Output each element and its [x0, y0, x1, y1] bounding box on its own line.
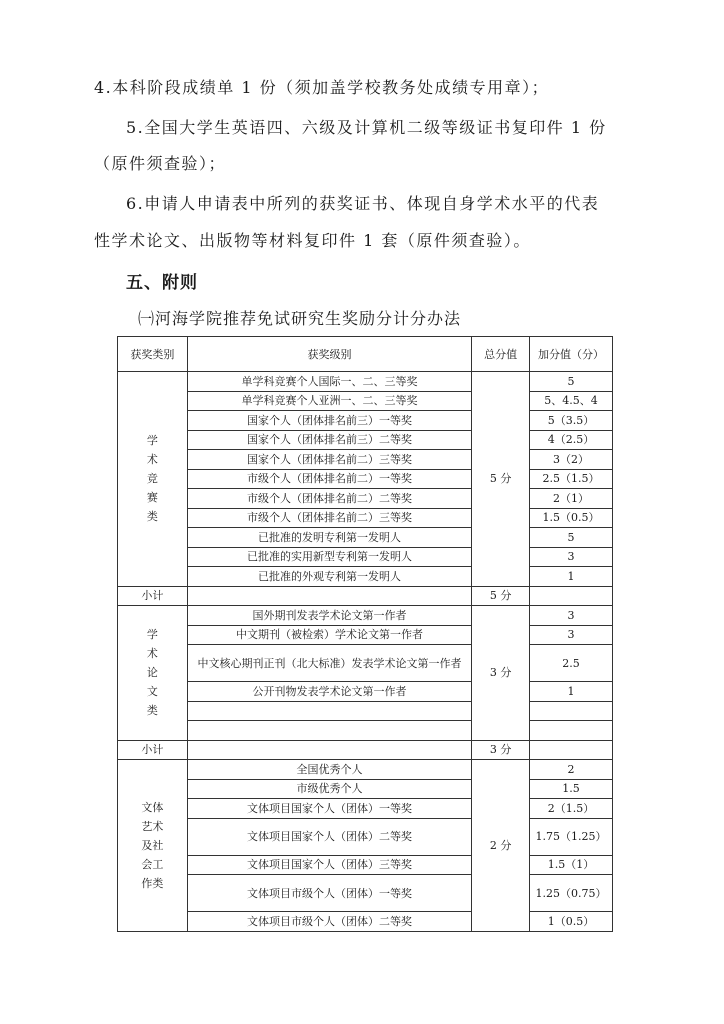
table-row: [118, 625, 613, 645]
bonus-cell: 1.25（0.75）: [530, 875, 613, 912]
bonus-cell: 3: [530, 606, 613, 626]
bonus-cell: 1: [530, 567, 613, 587]
level-cell: 国外期刊发表学术论文第一作者: [187, 606, 471, 626]
bonus-cell: 1.5: [530, 779, 613, 799]
table-row: [118, 855, 613, 875]
level-cell: 市级优秀个人: [187, 779, 471, 799]
level-cell: [187, 721, 471, 741]
level-cell: 全国优秀个人: [187, 760, 471, 780]
level-cell: 已批准的发明专利第一发明人: [187, 528, 471, 548]
subtotal-label: 小计: [118, 740, 188, 760]
bonus-cell: 5: [530, 528, 613, 548]
bonus-cell: 3（2）: [530, 450, 613, 470]
table-row: [118, 721, 613, 741]
level-cell: 单学科竞赛个人国际一、二、三等奖: [187, 372, 471, 392]
level-cell: 中文核心期刊正刊（北大标准）发表学术论文第一作者: [187, 645, 471, 682]
table-row: [118, 779, 613, 799]
header-level: 获奖级别: [187, 337, 471, 372]
level-cell: 公开刊物发表学术论文第一作者: [187, 682, 471, 702]
paragraph-5-line-2: （原件须查验）；: [94, 154, 227, 173]
total-cell: 2 分: [472, 760, 530, 932]
subtotal-empty: [187, 740, 471, 760]
subtotal-empty: [187, 586, 471, 606]
table-row: [118, 799, 613, 819]
table-row: [118, 701, 613, 721]
bonus-cell: 2（1）: [530, 489, 613, 509]
category-arts-social-work: 文体 艺术 及社 会工 作类: [118, 760, 188, 932]
table-row: [118, 469, 613, 489]
table-row: [118, 875, 613, 912]
paragraph-6-line-2: 性学术论文、出版物等材料复印件 1 套（原件须查验）。: [94, 231, 531, 250]
subtotal-value: 3 分: [472, 740, 530, 760]
level-cell: 文体项目国家个人（团体）三等奖: [187, 855, 471, 875]
level-cell: 已批准的外观专利第一发明人: [187, 567, 471, 587]
bonus-cell: 1（0.5）: [530, 912, 613, 932]
bonus-cell: 5: [530, 372, 613, 392]
level-cell: 国家个人（团体排名前三）二等奖: [187, 430, 471, 450]
level-cell: 市级个人（团体排名前二）三等奖: [187, 508, 471, 528]
bonus-cell: 2.5: [530, 645, 613, 682]
award-table: [117, 336, 613, 932]
level-cell: 文体项目市级个人（团体）一等奖: [187, 875, 471, 912]
level-cell: 市级个人（团体排名前二）二等奖: [187, 489, 471, 509]
table-row: [118, 430, 613, 450]
bonus-cell: 3: [530, 625, 613, 645]
total-cell: 3 分: [472, 606, 530, 741]
table-row: [118, 547, 613, 567]
bonus-cell: 2: [530, 760, 613, 780]
level-cell: 国家个人（团体排名前二）三等奖: [187, 450, 471, 470]
table-header-row: [118, 337, 613, 372]
subtotal-label: 小计: [118, 586, 188, 606]
level-cell: 单学科竞赛个人亚洲一、二、三等奖: [187, 391, 471, 411]
bonus-cell: 1.75（1.25）: [530, 818, 613, 855]
paragraph-4: 4.本科阶段成绩单 1 份（须加盖学校教务处成绩专用章）；: [94, 78, 550, 97]
table-row: [118, 682, 613, 702]
table-row: [118, 528, 613, 548]
table-row: [118, 645, 613, 682]
bonus-cell: 5（3.5）: [530, 411, 613, 431]
subtotal-value: 5 分: [472, 586, 530, 606]
table-row: [118, 818, 613, 855]
header-bonus: 加分值（分）: [530, 337, 613, 372]
table-row: [118, 450, 613, 470]
table-row: [118, 606, 613, 626]
bonus-cell: 5、4.5、4: [530, 391, 613, 411]
section-heading: 五、附则: [126, 273, 198, 293]
table-row: [118, 508, 613, 528]
bonus-cell: 1.5（0.5）: [530, 508, 613, 528]
bonus-cell: 2.5（1.5）: [530, 469, 613, 489]
level-cell: [187, 701, 471, 721]
table-row: [118, 411, 613, 431]
subtotal-row: [118, 740, 613, 760]
table-row: [118, 489, 613, 509]
category-academic-competition: 学 术 竞 赛 类: [118, 372, 188, 587]
level-cell: 文体项目国家个人（团体）二等奖: [187, 818, 471, 855]
level-cell: 国家个人（团体排名前三）一等奖: [187, 411, 471, 431]
table-row: [118, 391, 613, 411]
bonus-cell: 4（2.5）: [530, 430, 613, 450]
table-row: [118, 372, 613, 392]
bonus-cell: 3: [530, 547, 613, 567]
bonus-cell: [530, 701, 613, 721]
subtotal-empty: [530, 740, 613, 760]
header-category: 获奖类别: [118, 337, 188, 372]
bonus-cell: 1: [530, 682, 613, 702]
level-cell: 市级个人（团体排名前二）一等奖: [187, 469, 471, 489]
bonus-cell: 1.5（1）: [530, 855, 613, 875]
category-academic-paper: 学 术 论 文 类: [118, 606, 188, 741]
total-cell: 5 分: [472, 372, 530, 587]
subtotal-empty: [530, 586, 613, 606]
bonus-cell: 2（1.5）: [530, 799, 613, 819]
table-row: [118, 760, 613, 780]
subsection-heading: ㈠河海学院推荐免试研究生奖励分计分办法: [138, 309, 462, 328]
paragraph-6-line-1: 6.申请人申请表中所列的获奖证书、体现自身学术水平的代表: [126, 194, 600, 213]
level-cell: 文体项目市级个人（团体）二等奖: [187, 912, 471, 932]
table-row: [118, 567, 613, 587]
level-cell: 中文期刊（被检索）学术论文第一作者: [187, 625, 471, 645]
level-cell: 文体项目国家个人（团体）一等奖: [187, 799, 471, 819]
level-cell: 已批准的实用新型专利第一发明人: [187, 547, 471, 567]
subtotal-row: [118, 586, 613, 606]
bonus-cell: [530, 721, 613, 741]
paragraph-5-line-1: 5.全国大学生英语四、六级及计算机二级等级证书复印件 1 份: [126, 118, 607, 137]
table-row: [118, 912, 613, 932]
header-total: 总分值: [472, 337, 530, 372]
